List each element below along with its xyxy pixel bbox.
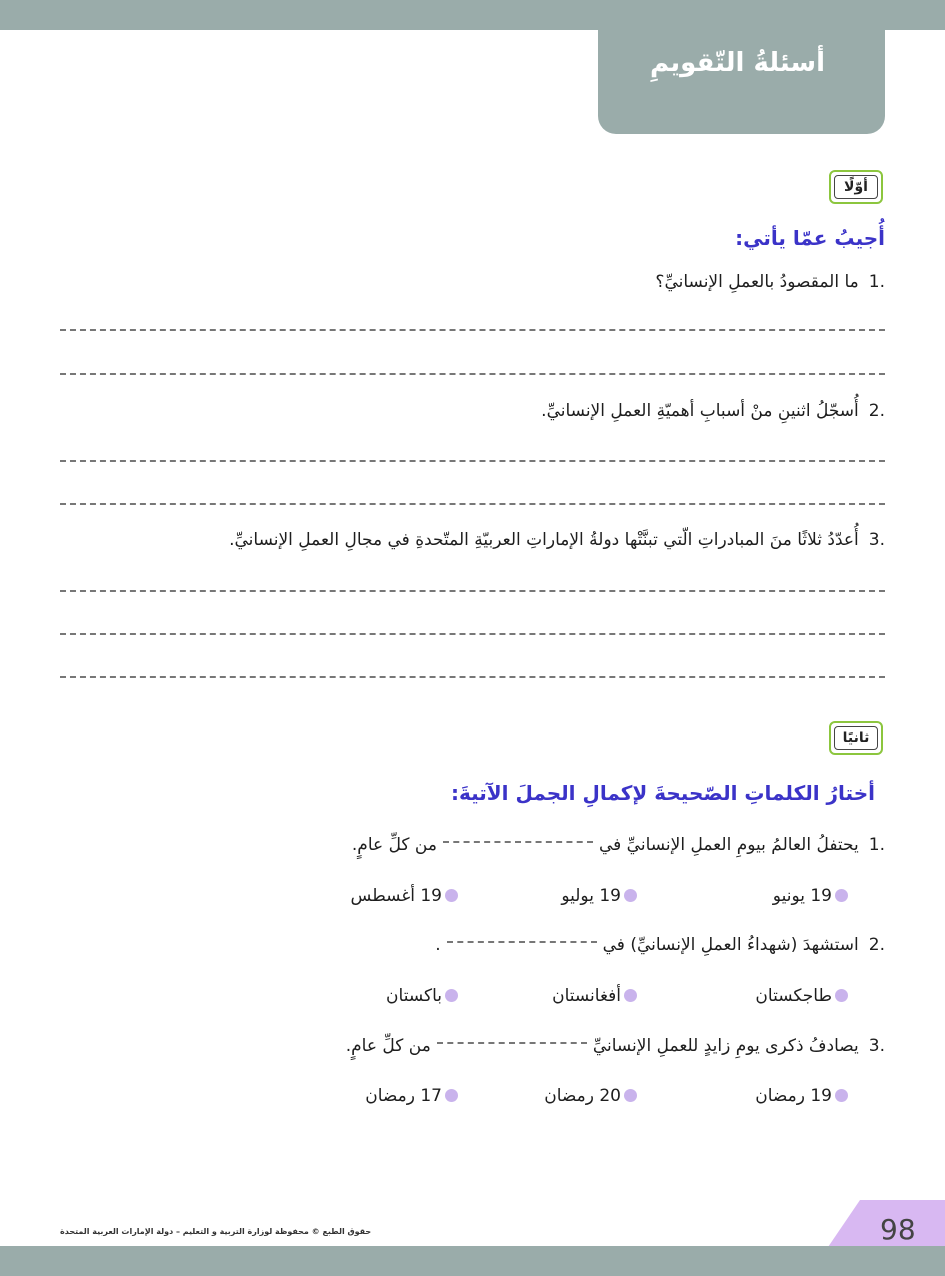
question-text: أُسجّلُ اثنينِ منْ أسبابِ أهميّةِ العملِ الإنسانيِّ.	[541, 401, 859, 421]
question-number: 2.	[868, 401, 885, 421]
option-dot[interactable]	[445, 889, 458, 902]
question-3	[229, 530, 885, 550]
option[interactable]	[755, 1086, 848, 1106]
option-label: باكستان	[386, 986, 442, 1006]
page-title: أسئلةُ التّقويمِ	[650, 48, 825, 78]
answer-line[interactable]	[60, 676, 885, 678]
fill-question-2	[435, 935, 885, 955]
section-heading-choose: أختارُ الكلماتِ الصّحيحةَ لإكمالِ الجملَ الآتيةَ:	[450, 781, 875, 805]
answer-blank[interactable]	[447, 941, 597, 943]
question-number: 2.	[868, 935, 885, 955]
answer-line[interactable]	[60, 633, 885, 635]
option[interactable]	[386, 986, 458, 1006]
option[interactable]	[561, 886, 637, 906]
option-dot[interactable]	[835, 989, 848, 1002]
answer-line[interactable]	[60, 373, 885, 375]
answer-line[interactable]	[60, 460, 885, 462]
question-number: 1.	[868, 272, 885, 292]
page-number: 98	[880, 1213, 916, 1246]
answer-line[interactable]	[60, 590, 885, 592]
option[interactable]	[552, 986, 637, 1006]
question-number: 3.	[868, 1036, 885, 1056]
option-dot[interactable]	[835, 1089, 848, 1102]
option[interactable]	[544, 1086, 637, 1106]
option[interactable]	[755, 986, 848, 1006]
section-badge-second	[829, 721, 883, 755]
section-heading-answer: أُجيبُ عمّا يأتي:	[735, 226, 885, 250]
section-badge-first	[829, 170, 883, 204]
title-tab	[598, 0, 885, 134]
section-badge-second-label: ثانيًا	[834, 726, 878, 750]
question-text-before: يحتفلُ العالمُ بيومِ العملِ الإنسانيِّ في	[598, 835, 859, 855]
option[interactable]	[351, 886, 458, 906]
option-dot[interactable]	[624, 889, 637, 902]
fill-question-3	[346, 1036, 885, 1056]
answer-blank[interactable]	[437, 1042, 587, 1044]
question-text-before: يصادفُ ذكرى يومِ زايدٍ للعملِ الإنسانيِّ	[592, 1036, 859, 1056]
question-number: 1.	[868, 835, 885, 855]
question-text-after: من كلِّ عامٍ.	[345, 1036, 431, 1056]
option-label: 19 رمضان	[755, 1086, 832, 1106]
option-dot[interactable]	[445, 1089, 458, 1102]
option-label: 20 رمضان	[544, 1086, 621, 1106]
option-label: 19 يونيو	[772, 886, 832, 906]
option-dot[interactable]	[445, 989, 458, 1002]
question-text-before: استشهدَ (شهداءُ العملِ الإنسانيِّ) في	[602, 935, 859, 955]
option-dot[interactable]	[835, 889, 848, 902]
option-label: 17 رمضان	[365, 1086, 442, 1106]
question-text-after: من كلِّ عامٍ.	[351, 835, 437, 855]
option[interactable]	[365, 1086, 458, 1106]
option-label: 19 أغسطس	[350, 886, 442, 906]
question-2	[541, 401, 885, 421]
option-dot[interactable]	[624, 1089, 637, 1102]
answer-line[interactable]	[60, 329, 885, 331]
option-label: 19 يوليو	[561, 886, 621, 906]
footer-bar	[0, 1246, 945, 1276]
question-text: أُعدّدُ ثلاثًا منَ المبادراتِ الّتي تبنَّتْها دولةُ الإماراتِ العربيّةِ المتّحدةِ في مجالِ العملِ الإنسانيِّ.	[229, 530, 859, 550]
option-label: طاجكستان	[755, 986, 832, 1006]
option[interactable]	[773, 886, 848, 906]
option-dot[interactable]	[624, 989, 637, 1002]
question-number: 3.	[868, 530, 885, 550]
answer-blank[interactable]	[443, 841, 593, 843]
copyright-notice: حقوق الطبع © محفوظة لوزارة التربية و التعليم – دولة الإمارات العربية المتحدة	[60, 1227, 372, 1236]
option-label: أفغانستان	[552, 986, 621, 1006]
question-text: ما المقصودُ بالعملِ الإنسانيِّ؟	[655, 272, 859, 292]
question-1	[655, 272, 885, 292]
answer-line[interactable]	[60, 503, 885, 505]
fill-question-1	[352, 835, 885, 855]
section-badge-first-label: أوّلًا	[834, 175, 878, 199]
question-text-after: .	[435, 935, 441, 955]
